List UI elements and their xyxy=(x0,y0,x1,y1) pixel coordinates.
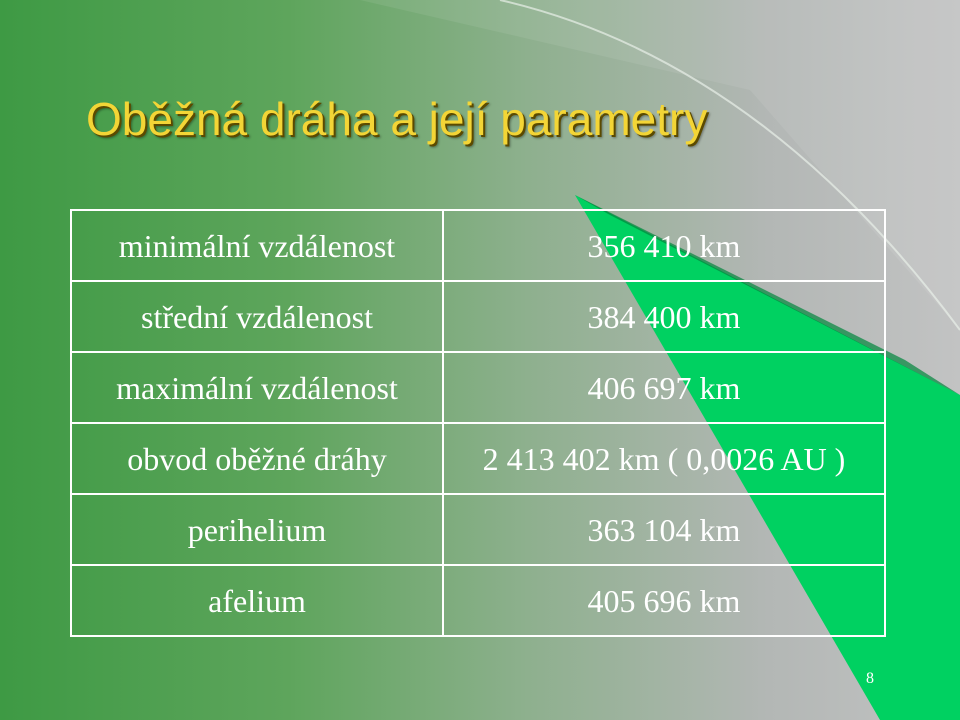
table-row xyxy=(71,210,885,281)
row-value: 363 104 km xyxy=(443,494,885,565)
row-label: maximální vzdálenost xyxy=(71,352,443,423)
row-label: minimální vzdálenost xyxy=(71,210,443,281)
row-value: 356 410 km xyxy=(443,210,885,281)
row-label: obvod oběžné dráhy xyxy=(71,423,443,494)
row-value: 406 697 km xyxy=(443,352,885,423)
row-label: perihelium xyxy=(71,494,443,565)
table-row xyxy=(71,494,885,565)
table-row xyxy=(71,281,885,352)
table-row xyxy=(71,565,885,636)
row-value: 2 413 402 km ( 0,0026 AU ) xyxy=(443,423,885,494)
table-row xyxy=(71,352,885,423)
slide-title: Oběžná dráha a její parametry xyxy=(86,93,708,145)
orbit-parameters-table xyxy=(70,209,886,637)
row-value: 384 400 km xyxy=(443,281,885,352)
page-number: 8 xyxy=(866,670,874,687)
row-label: střední vzdálenost xyxy=(71,281,443,352)
row-label: afelium xyxy=(71,565,443,636)
table-row xyxy=(71,423,885,494)
row-value: 405 696 km xyxy=(443,565,885,636)
